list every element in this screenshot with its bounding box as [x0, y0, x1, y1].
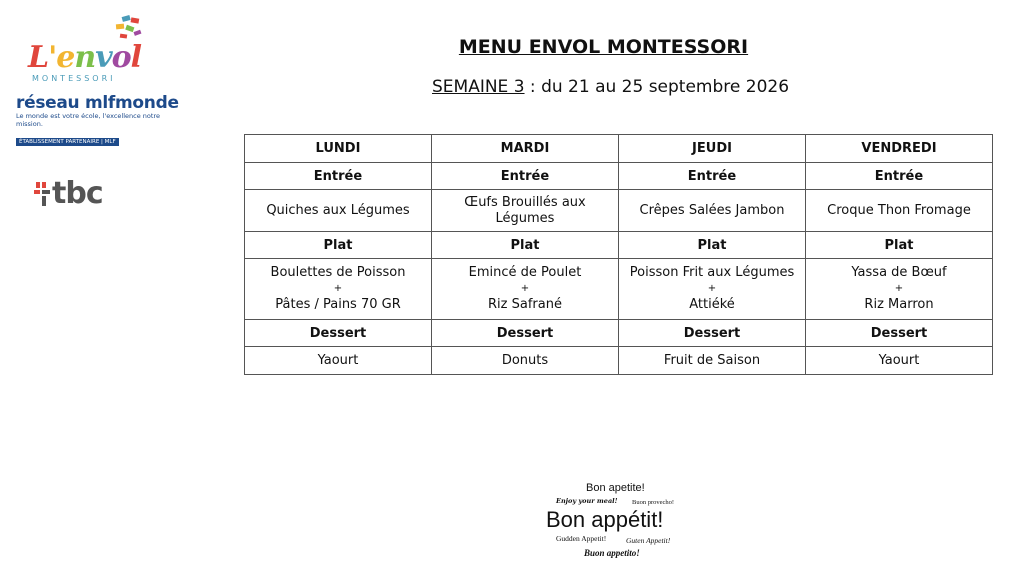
entree-cell: Croque Thon Fromage [806, 190, 993, 232]
plat-main: Emincé de Poulet [468, 265, 582, 280]
bon-appetit-word: Enjoy your meal! [556, 497, 618, 505]
entree-row [245, 190, 993, 232]
dessert-cell: Fruit de Saison [619, 347, 806, 375]
bon-appetit-word: Bon appétit! [546, 507, 664, 532]
bon-appetit-word: Gudden Appetit! [556, 534, 607, 543]
envol-wordmark: L'envol [28, 40, 142, 75]
reseau-mlfmonde-logo [16, 93, 186, 147]
tbc-mark-icon [34, 182, 52, 212]
reseau-badge: ÉTABLISSEMENT PARTENAIRE | MLF [16, 138, 119, 146]
entree-label: Entrée [619, 163, 806, 190]
dessert-label: Dessert [619, 320, 806, 347]
entree-cell: Crêpes Salées Jambon [619, 190, 806, 232]
plus-sign: + [894, 283, 904, 294]
plus-sign: + [707, 283, 717, 294]
menu-table [244, 134, 993, 375]
plat-label: Plat [619, 232, 806, 259]
bon-appetit-word: Guten Appetit! [626, 536, 671, 545]
entree-label: Entrée [245, 163, 432, 190]
entree-label-row [245, 163, 993, 190]
dessert-label-row [245, 320, 993, 347]
dessert-label: Dessert [432, 320, 619, 347]
plat-cell [432, 259, 619, 320]
plat-label: Plat [245, 232, 432, 259]
envol-subtitle: MONTESSORI [32, 74, 116, 83]
plat-cell [245, 259, 432, 320]
day-header: VENDREDI [806, 135, 993, 163]
dessert-cell: Donuts [432, 347, 619, 375]
plat-label: Plat [806, 232, 993, 259]
plat-side: Attiéké [689, 297, 735, 312]
plat-label: Plat [432, 232, 619, 259]
bon-appetit-word: Bon apetite! [586, 482, 645, 494]
day-header: JEUDI [619, 135, 806, 163]
entree-cell: Œufs Brouillés aux Légumes [432, 190, 619, 232]
week-label: SEMAINE 3 [432, 77, 525, 97]
plus-sign: + [333, 283, 343, 294]
day-header-row [245, 135, 993, 163]
tbc-logo [34, 176, 109, 212]
dessert-label: Dessert [806, 320, 993, 347]
tbc-wordmark: tbc [52, 176, 103, 211]
plat-main: Poisson Frit aux Légumes [629, 265, 795, 280]
bon-appetit-word: Buon provecho! [632, 499, 675, 506]
dessert-cell: Yaourt [806, 347, 993, 375]
plat-row [245, 259, 993, 320]
reseau-title: réseau mlfmonde [16, 93, 179, 113]
plat-cell [619, 259, 806, 320]
plat-side: Riz Safrané [488, 297, 562, 312]
page-title: MENU ENVOL MONTESSORI [458, 36, 749, 58]
plat-cell [806, 259, 993, 320]
plat-main: Boulettes de Poisson [270, 265, 406, 280]
week-subtitle [432, 77, 789, 97]
week-range: : du 21 au 25 septembre 2026 [524, 77, 790, 97]
bon-appetit-word: Buon appetito! [584, 548, 640, 558]
dessert-cell: Yaourt [245, 347, 432, 375]
plat-side: Pâtes / Pains 70 GR [275, 297, 401, 312]
reseau-tagline: Le monde est votre école, l'excellence notre mission. [16, 112, 160, 128]
day-header: LUNDI [245, 135, 432, 163]
plat-label-row [245, 232, 993, 259]
plat-side: Riz Marron [864, 297, 934, 312]
plat-main: Yassa de Bœuf [851, 265, 947, 280]
entree-label: Entrée [432, 163, 619, 190]
dessert-label: Dessert [245, 320, 432, 347]
entree-cell: Quiches aux Légumes [245, 190, 432, 232]
plus-sign: + [520, 283, 530, 294]
bon-appetit-graphic [540, 478, 700, 564]
day-header: MARDI [432, 135, 619, 163]
dessert-row [245, 347, 993, 375]
entree-label: Entrée [806, 163, 993, 190]
